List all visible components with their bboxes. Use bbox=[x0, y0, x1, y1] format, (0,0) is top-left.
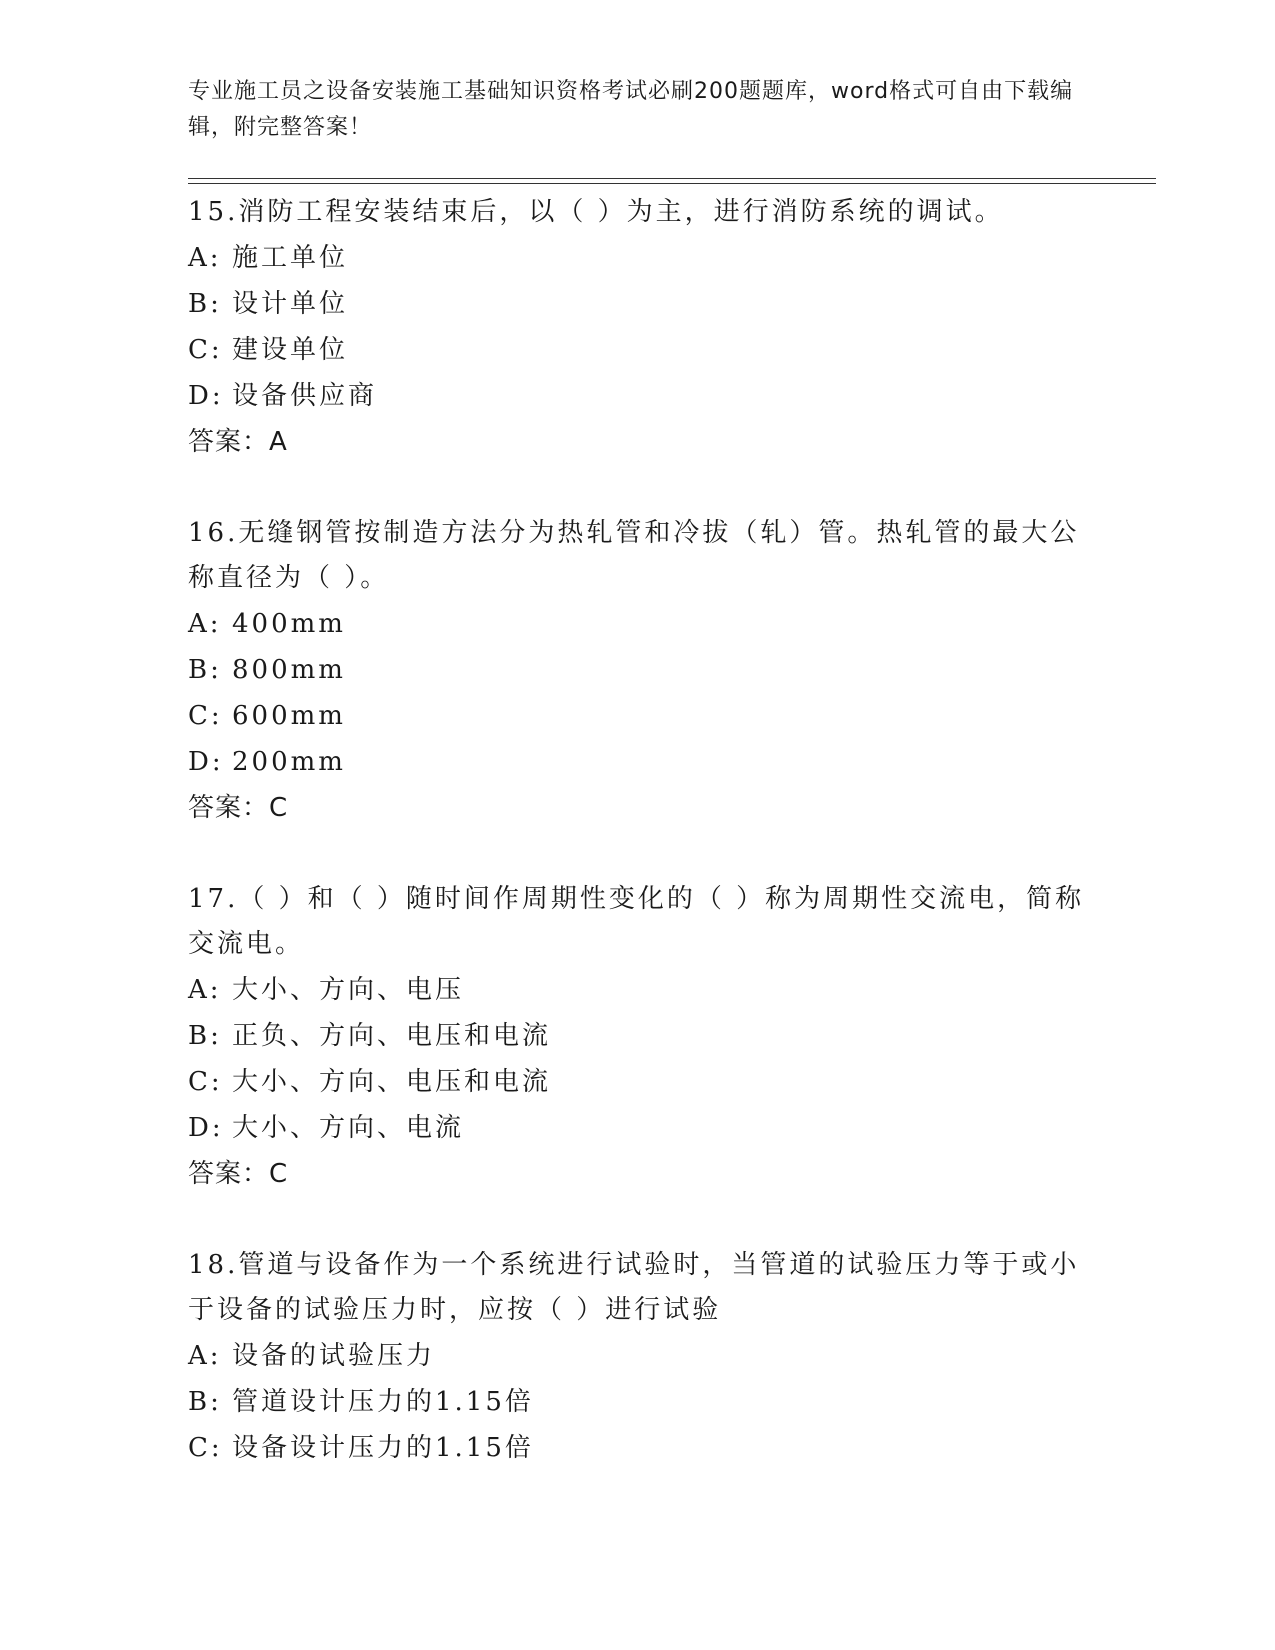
option-d bbox=[188, 373, 1088, 419]
option-key: D: bbox=[188, 1113, 224, 1143]
option-text: 设备供应商 bbox=[232, 381, 378, 411]
option-key: A: bbox=[188, 975, 222, 1005]
option-text: 400mm bbox=[232, 609, 346, 639]
option-b bbox=[188, 1379, 1088, 1425]
question-15 bbox=[188, 190, 1088, 465]
option-key: A: bbox=[188, 609, 222, 639]
option-d bbox=[188, 1105, 1088, 1151]
option-c bbox=[188, 327, 1088, 373]
option-c bbox=[188, 693, 1088, 739]
document-header: 专业施工员之设备安装施工基础知识资格考试必刷200题题库，word格式可自由下载编辑，附完整答案！ bbox=[188, 79, 1074, 140]
option-text: 建设单位 bbox=[232, 335, 349, 365]
option-text: 管道设计压力的1.15倍 bbox=[232, 1387, 534, 1417]
option-key: D: bbox=[188, 747, 224, 777]
option-b bbox=[188, 647, 1088, 693]
option-a bbox=[188, 235, 1088, 281]
option-a bbox=[188, 967, 1088, 1013]
question-text: 18.管道与设备作为一个系统进行试验时，当管道的试验压力等于或小于设备的试验压力时，应按（ ）进行试验 bbox=[188, 1250, 1080, 1325]
option-text: 200mm bbox=[232, 747, 346, 777]
option-list bbox=[188, 967, 1088, 1151]
option-a bbox=[188, 1333, 1088, 1379]
option-key: B: bbox=[188, 1387, 222, 1417]
question-17 bbox=[188, 877, 1088, 1197]
option-key: A: bbox=[188, 243, 222, 273]
option-text: 大小、方向、电压和电流 bbox=[232, 1067, 552, 1097]
option-b bbox=[188, 281, 1088, 327]
option-key: C: bbox=[188, 335, 223, 365]
option-text: 800mm bbox=[232, 655, 346, 685]
option-a bbox=[188, 601, 1088, 647]
question-text: 16.无缝钢管按制造方法分为热轧管和冷拔（轧）管。热轧管的最大公称直径为（ ）。 bbox=[188, 518, 1080, 593]
question-16 bbox=[188, 511, 1088, 831]
option-text: 设备的试验压力 bbox=[232, 1341, 436, 1371]
option-list bbox=[188, 235, 1088, 419]
option-text: 600mm bbox=[232, 701, 346, 731]
option-key: C: bbox=[188, 1067, 223, 1097]
option-key: B: bbox=[188, 655, 222, 685]
option-key: B: bbox=[188, 1021, 222, 1051]
answer-line: 答案：C bbox=[188, 793, 289, 823]
option-d bbox=[188, 739, 1088, 785]
option-text: 正负、方向、电压和电流 bbox=[232, 1021, 552, 1051]
option-text: 施工单位 bbox=[232, 243, 349, 273]
option-text: 大小、方向、电流 bbox=[232, 1113, 465, 1143]
option-text: 设备设计压力的1.15倍 bbox=[232, 1433, 534, 1463]
question-18 bbox=[188, 1243, 1088, 1471]
option-key: C: bbox=[188, 1433, 223, 1463]
option-key: D: bbox=[188, 381, 224, 411]
header-rule-top bbox=[188, 178, 1156, 179]
option-list bbox=[188, 601, 1088, 785]
option-text: 大小、方向、电压 bbox=[232, 975, 465, 1005]
answer-line: 答案：A bbox=[188, 427, 288, 457]
option-c bbox=[188, 1425, 1088, 1471]
question-text: 17.（ ）和（ ）随时间作周期性变化的（ ）称为周期性交流电，简称交流电。 bbox=[188, 884, 1085, 959]
option-key: C: bbox=[188, 701, 223, 731]
option-key: A: bbox=[188, 1341, 222, 1371]
option-key: B: bbox=[188, 289, 222, 319]
option-b bbox=[188, 1013, 1088, 1059]
option-list bbox=[188, 1333, 1088, 1471]
header-rule-bottom bbox=[188, 183, 1156, 184]
answer-line: 答案：C bbox=[188, 1159, 289, 1189]
option-c bbox=[188, 1059, 1088, 1105]
option-text: 设计单位 bbox=[232, 289, 349, 319]
question-text: 15.消防工程安装结束后，以（ ）为主，进行消防系统的调试。 bbox=[188, 197, 1004, 227]
question-list bbox=[188, 190, 1088, 1517]
